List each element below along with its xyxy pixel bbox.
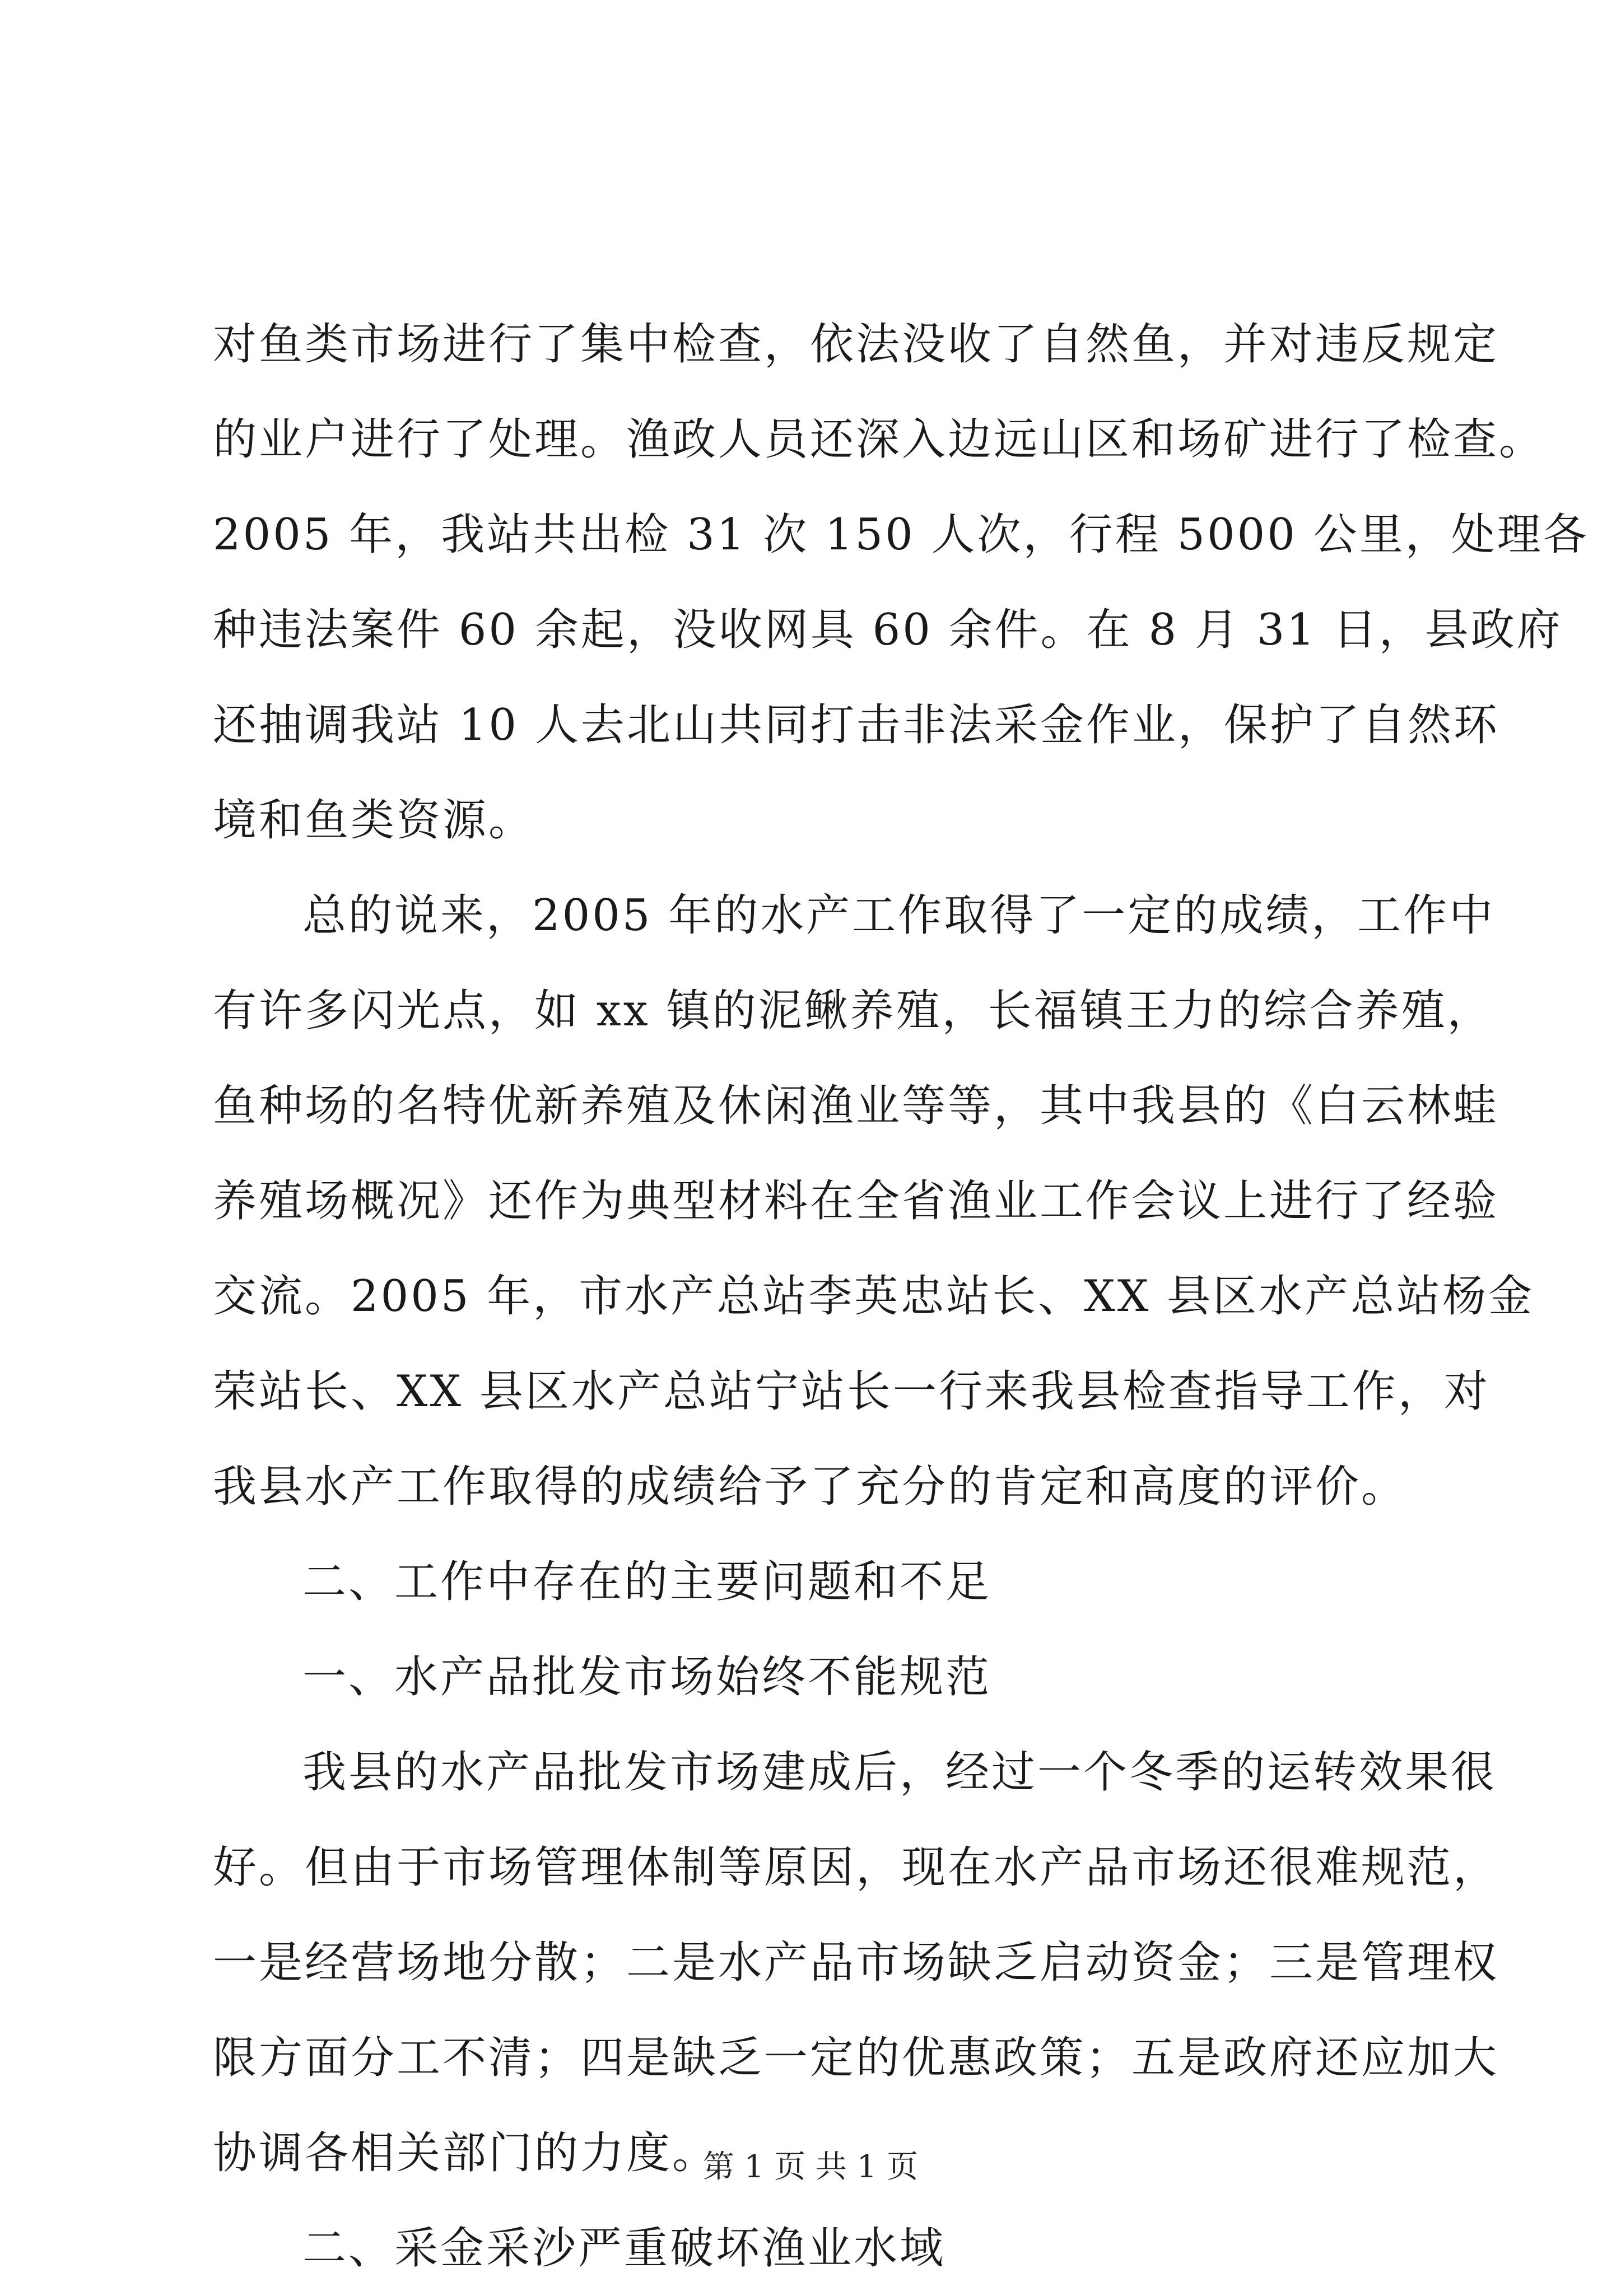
text-line: 我县的水产品批发市场建成后，经过一个冬季的运转效果很	[302, 1747, 1497, 1798]
subsection-heading: 二、采金采沙严重破坏渔业水域	[302, 2223, 946, 2274]
text-line: 养殖场概况》还作为典型材料在全省渔业工作会议上进行了经验	[213, 1176, 1499, 1226]
text-line: 对鱼类市场进行了集中检查，依法没收了自然鱼，并对违反规定	[213, 319, 1499, 370]
text-line: 有许多闪光点，如 xx 镇的泥鳅养殖，长福镇王力的综合养殖，	[213, 986, 1493, 1036]
text-line: 的业户进行了处理。渔政人员还深入边远山区和场矿进行了检查。	[213, 414, 1545, 465]
section-heading: 二、工作中存在的主要问题和不足	[302, 1557, 992, 1607]
text-line: 交流。2005 年，市水产总站李英忠站长、XX 县区水产总站杨金	[213, 1271, 1535, 1322]
text-line: 境和鱼类资源。	[213, 795, 535, 846]
text-line: 协调各相关部门的力度。	[213, 2128, 719, 2178]
text-line: 种违法案件 60 余起，没收网具 60 余件。在 8 月 31 日，县政府	[213, 605, 1563, 655]
text-line: 总的说来，2005 年的水产工作取得了一定的成绩，工作中	[302, 890, 1496, 941]
text-line: 好。但由于市场管理体制等原因，现在水产品市场还很难规范，	[213, 1842, 1499, 1893]
text-line: 2005 年，我站共出检 31 次 150 人次，行程 5000 公里，处理各	[213, 510, 1589, 560]
document-body	[213, 297, 1589, 2296]
page-footer	[0, 2145, 1621, 2190]
text-line: 一是经营场地分散；二是水产品市场缺乏启动资金；三是管理权	[213, 1938, 1499, 1988]
text-line: 荣站长、XX 县区水产总站宁站长一行来我县检查指导工作，对	[213, 1366, 1490, 1417]
subsection-heading: 一、水产品批发市场始终不能规范	[302, 1652, 992, 1702]
text-line: 还抽调我站 10 人去北山共同打击非法采金作业，保护了自然环	[213, 700, 1499, 750]
text-line: 我县水产工作取得的成绩给予了充分的肯定和高度的评价。	[213, 1462, 1408, 1512]
page-number: 第 1 页 共 1 页	[702, 2149, 919, 2185]
text-line: 限方面分工不清；四是缺乏一定的优惠政策；五是政府还应加大	[213, 2033, 1499, 2083]
text-line: 鱼种场的名特优新养殖及休闲渔业等等，其中我县的《白云林蛙	[213, 1081, 1499, 1131]
